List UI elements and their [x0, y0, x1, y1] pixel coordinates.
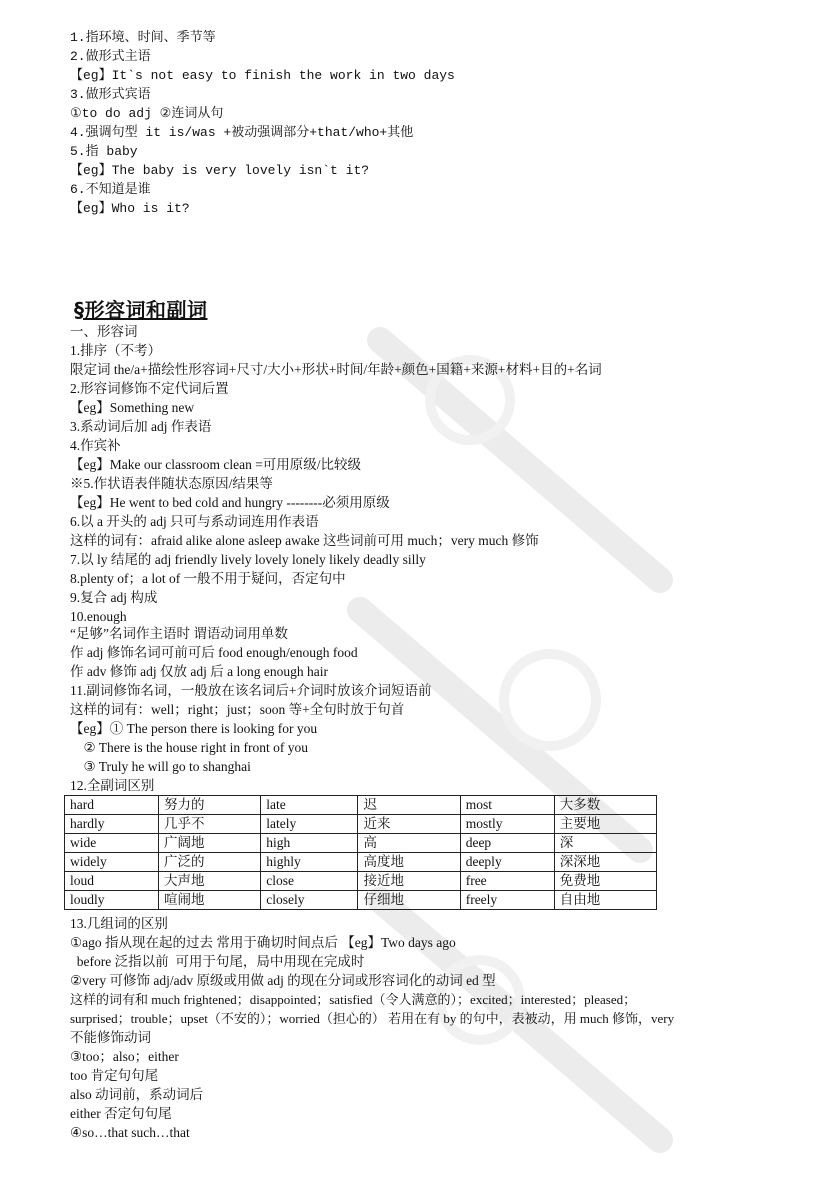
text-line: 【eg】Something new: [70, 400, 195, 415]
table-cell: 努力的: [158, 796, 260, 815]
text-line: 4.强调句型 it is/was +被动强调部分+that/who+其他: [70, 125, 414, 140]
text-line: 8.plenty of；a lot of 一般不用于疑问，否定句中: [70, 571, 346, 586]
table-cell: wide: [65, 834, 159, 853]
text-line: surprised；trouble；upset（不安的）；worried（担心的） 若用在有 by 的句中，表被动，用 much 修饰，very: [70, 1011, 675, 1026]
table-cell: close: [261, 872, 358, 891]
text-line: ④so…that such…that: [70, 1125, 190, 1140]
text-line: 1.排序（不考）: [70, 343, 162, 358]
table-cell: 自由地: [554, 891, 656, 910]
table-cell: loud: [65, 872, 159, 891]
text-line: before 泛指以前 可用于句尾，局中用现在完成时: [70, 954, 365, 969]
table-cell: 高度地: [358, 853, 460, 872]
table-cell: hardly: [65, 815, 159, 834]
table-cell: 深: [554, 834, 656, 853]
text-line: 作 adj 修饰名词可前可后 food enough/enough food: [70, 645, 358, 660]
table-cell: 接近地: [358, 872, 460, 891]
text-line: 这样的词有和 much frightened；disappointed；satisfied（令人满意的）；excited；interested；pleased；: [70, 992, 637, 1007]
table-cell: 免费地: [554, 872, 656, 891]
text-line: 【eg】Who is it?: [70, 201, 190, 216]
table-cell: closely: [261, 891, 358, 910]
table-cell: deep: [460, 834, 554, 853]
table-row: [65, 853, 657, 872]
text-line: ※5.作状语表伴随状态原因/结果等: [70, 476, 273, 491]
table-cell: hard: [65, 796, 159, 815]
text-line: 10.enough: [70, 609, 127, 624]
text-line: either 否定句句尾: [70, 1106, 172, 1121]
table-row: [65, 834, 657, 853]
table-cell: free: [460, 872, 554, 891]
text-line: 9.复合 adj 构成: [70, 590, 158, 605]
section-title: §形容词和副词: [74, 298, 208, 322]
table-row: [65, 796, 657, 815]
text-line: 【eg】He went to bed cold and hungry --------必须用原级: [70, 495, 390, 510]
text-line: “足够”名词作主语时 谓语动词用单数: [70, 626, 288, 641]
text-line: 这样的词有：afraid alike alone asleep awake 这些词前可用 much；very much 修饰: [70, 533, 539, 548]
table-cell: mostly: [460, 815, 554, 834]
text-line: too 肯定句句尾: [70, 1068, 159, 1083]
text-line: ③ Truly he will go to shanghai: [70, 759, 251, 774]
text-line: 【eg】The baby is very lovely isn`t it?: [70, 163, 370, 178]
text-line: 13.几组词的区别: [70, 916, 168, 931]
table-cell: 仔细地: [358, 891, 460, 910]
table-cell: 几乎不: [158, 815, 260, 834]
text-line: ①ago 指从现在起的过去 常用于确切时间点后 【eg】Two days ago: [70, 935, 456, 950]
adverb-table: [64, 795, 657, 910]
text-line: ②very 可修饰 adj/adv 原级或用做 adj 的现在分词或形容词化的动词 ed 型: [70, 973, 496, 988]
text-line: 这样的词有：well；right；just；soon 等+全句时放于句首: [70, 702, 405, 717]
table-cell: 迟: [358, 796, 460, 815]
table-cell: 喧闹地: [158, 891, 260, 910]
text-line: 3.系动词后加 adj 作表语: [70, 419, 212, 434]
text-line: ② There is the house right in front of you: [70, 740, 308, 755]
table-cell: 深深地: [554, 853, 656, 872]
text-line: 7.以 ly 结尾的 adj friendly lively lovely lonely likely deadly silly: [70, 552, 426, 567]
text-line: 6.不知道是谁: [70, 182, 151, 197]
text-line: 【eg】① The person there is looking for you: [70, 721, 318, 736]
text-line: ③too；also；either: [70, 1049, 179, 1064]
text-line: 1.指环境、时间、季节等: [70, 30, 216, 45]
table-cell: 高: [358, 834, 460, 853]
text-line: 4.作宾补: [70, 438, 121, 453]
text-line: ①to do adj ②连词从句: [70, 106, 224, 121]
table-cell: loudly: [65, 891, 159, 910]
table-row: [65, 872, 657, 891]
text-line: 2.做形式主语: [70, 49, 151, 64]
text-line: also 动词前，系动词后: [70, 1087, 204, 1102]
table-cell: 大多数: [554, 796, 656, 815]
table-cell: most: [460, 796, 554, 815]
table-cell: 近来: [358, 815, 460, 834]
text-line: 【eg】It`s not easy to finish the work in two days: [70, 68, 455, 83]
table-cell: highly: [261, 853, 358, 872]
table-cell: high: [261, 834, 358, 853]
table-cell: freely: [460, 891, 554, 910]
text-line: 不能修饰动词: [70, 1030, 151, 1045]
text-line: 限定词 the/a+描绘性形容词+尺寸/大小+形状+时间/年龄+颜色+国籍+来源+材料+目的+名词: [70, 362, 602, 377]
text-line: 2.形容词修饰不定代词后置: [70, 381, 229, 396]
text-line: 6.以 a 开头的 adj 只可与系动词连用作表语: [70, 514, 319, 529]
table-cell: late: [261, 796, 358, 815]
text-line: 11.副词修饰名词，一般放在该名词后+介词时放该介词短语前: [70, 683, 432, 698]
table-cell: widely: [65, 853, 159, 872]
table-cell: lately: [261, 815, 358, 834]
table-cell: 大声地: [158, 872, 260, 891]
text-line: 【eg】Make our classroom clean =可用原级/比较级: [70, 457, 362, 472]
text-line: 5.指 baby: [70, 144, 138, 159]
table-cell: 广泛的: [158, 853, 260, 872]
table-row: [65, 891, 657, 910]
text-line: 一、形容词: [70, 324, 138, 339]
text-line: 3.做形式宾语: [70, 87, 151, 102]
text-line: 作 adv 修饰 adj 仅放 adj 后 a long enough hair: [70, 664, 328, 679]
watermark-graphic: [320, 280, 740, 1180]
table-cell: deeply: [460, 853, 554, 872]
table-row: [65, 815, 657, 834]
table-cell: 广阔地: [158, 834, 260, 853]
text-line: 12.全副词区别: [70, 778, 155, 793]
table-cell: 主要地: [554, 815, 656, 834]
